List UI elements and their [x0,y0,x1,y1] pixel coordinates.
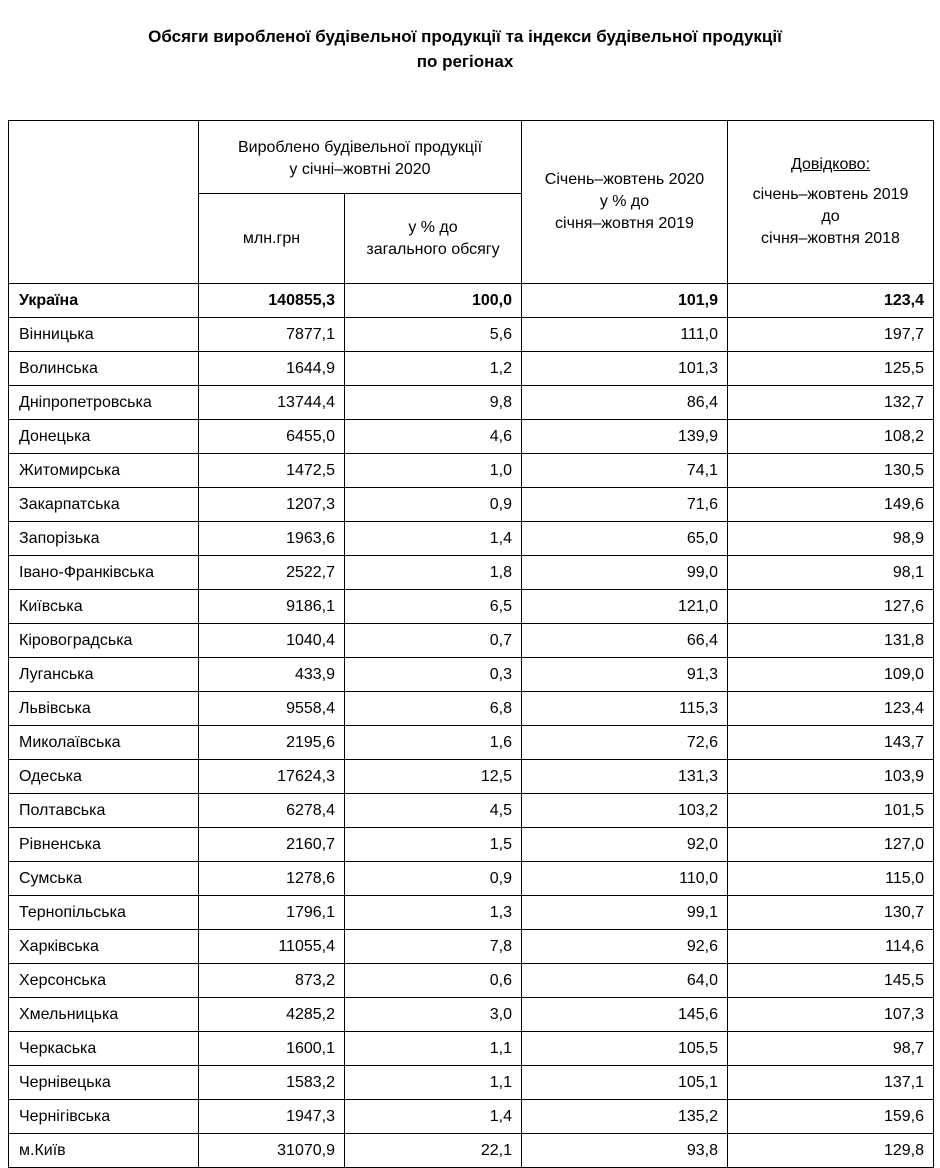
reference-line-2: до [821,208,840,225]
volume-mln-cell: 1644,9 [199,352,345,386]
index-2019-cell: 127,6 [728,590,934,624]
volume-mln-cell: 2160,7 [199,828,345,862]
table-row [9,998,934,1032]
index-header-line-2: у % до [599,193,650,210]
region-header-cell [9,121,199,284]
index-2020-cell: 105,5 [522,1032,728,1066]
index-2020-cell: 74,1 [522,454,728,488]
index-2020-cell: 66,4 [522,624,728,658]
table-row [9,1134,934,1168]
table-row [9,522,934,556]
region-cell: Хмельницька [9,998,199,1032]
region-cell: Дніпропетровська [9,386,199,420]
table-row [9,454,934,488]
produced-header [199,121,522,194]
index-2020-cell: 65,0 [522,522,728,556]
share-percent-cell: 0,6 [345,964,522,998]
share-percent-cell: 0,7 [345,624,522,658]
table-row [9,352,934,386]
region-cell: Запорізька [9,522,199,556]
volume-mln-cell: 13744,4 [199,386,345,420]
index-2020-cell: 99,1 [522,896,728,930]
share-percent-cell: 9,8 [345,386,522,420]
table-body [9,284,934,1168]
index-2019-cell: 132,7 [728,386,934,420]
volume-mln-cell: 1963,6 [199,522,345,556]
region-cell: Україна [9,284,199,318]
produced-header-line-1: Вироблено будівельної продукції [237,139,483,156]
index-2020-cell: 105,1 [522,1066,728,1100]
volume-mln-cell: 6278,4 [199,794,345,828]
region-cell: Кіровоградська [9,624,199,658]
produced-header-line-2: у січні–жовтні 2020 [289,161,431,178]
reference-header [728,121,934,284]
region-cell: Волинська [9,352,199,386]
share-percent-cell: 6,8 [345,692,522,726]
mln-uah-label: млн.грн [242,229,301,247]
index-2020-cell: 135,2 [522,1100,728,1134]
index-2020-cell: 71,6 [522,488,728,522]
index-2020-cell: 92,0 [522,828,728,862]
index-2020-cell: 92,6 [522,930,728,964]
share-percent-cell: 1,4 [345,522,522,556]
table-row [9,1032,934,1066]
table-row [9,828,934,862]
table-row [9,692,934,726]
index-2019-cell: 115,0 [728,862,934,896]
index-2020-cell: 115,3 [522,692,728,726]
volume-mln-cell: 1947,3 [199,1100,345,1134]
volume-mln-cell: 433,9 [199,658,345,692]
volume-mln-cell: 1040,4 [199,624,345,658]
region-cell: Херсонська [9,964,199,998]
index-2019-cell: 109,0 [728,658,934,692]
table-row [9,488,934,522]
region-cell: Івано-Франківська [9,556,199,590]
volume-mln-cell: 1278,6 [199,862,345,896]
region-cell: Житомирська [9,454,199,488]
index-2020-cell: 111,0 [522,318,728,352]
table-row [9,556,934,590]
region-cell: Донецька [9,420,199,454]
index-2020-cell: 121,0 [522,590,728,624]
index-2019-cell: 98,9 [728,522,934,556]
index-2020-cell: 145,6 [522,998,728,1032]
volume-mln-cell: 140855,3 [199,284,345,318]
index-2019-cell: 149,6 [728,488,934,522]
volume-mln-cell: 4285,2 [199,998,345,1032]
table-row [9,726,934,760]
table-row [9,896,934,930]
share-percent-cell: 3,0 [345,998,522,1032]
index-2019-cell: 159,6 [728,1100,934,1134]
index-2020-cell: 72,6 [522,726,728,760]
volume-mln-cell: 873,2 [199,964,345,998]
volume-mln-cell: 1472,5 [199,454,345,488]
index-2019-cell: 127,0 [728,828,934,862]
index-header-line-1: Січень–жовтень 2020 [544,171,705,188]
index-2019-cell: 125,5 [728,352,934,386]
index-2020-cell: 101,9 [522,284,728,318]
region-cell: м.Київ [9,1134,199,1168]
volume-mln-cell: 11055,4 [199,930,345,964]
index-2019-cell: 145,5 [728,964,934,998]
index-2020-header [522,121,728,284]
table-row [9,624,934,658]
share-percent-cell: 0,3 [345,658,522,692]
region-cell: Рівненська [9,828,199,862]
table-row [9,658,934,692]
region-cell: Сумська [9,862,199,896]
index-2019-cell: 108,2 [728,420,934,454]
share-percent-cell: 1,1 [345,1066,522,1100]
volume-mln-cell: 6455,0 [199,420,345,454]
share-percent-cell: 1,0 [345,454,522,488]
table-row [9,862,934,896]
index-header-line-3: січня–жовтня 2019 [555,215,694,232]
volume-mln-cell: 1796,1 [199,896,345,930]
index-2020-cell: 93,8 [522,1134,728,1168]
index-2020-cell: 99,0 [522,556,728,590]
index-2019-cell: 98,7 [728,1032,934,1066]
index-2020-cell: 86,4 [522,386,728,420]
percent-share-header [345,194,522,284]
reference-label: Довідково: [790,156,871,173]
share-percent-cell: 7,8 [345,930,522,964]
region-cell: Одеська [9,760,199,794]
region-cell: Миколаївська [9,726,199,760]
index-2019-cell: 114,6 [728,930,934,964]
volume-mln-cell: 9186,1 [199,590,345,624]
index-2020-cell: 103,2 [522,794,728,828]
index-2019-cell: 123,4 [728,692,934,726]
share-percent-cell: 1,4 [345,1100,522,1134]
region-cell: Черкаська [9,1032,199,1066]
page-title [0,24,930,74]
index-2019-cell: 131,8 [728,624,934,658]
region-cell: Закарпатська [9,488,199,522]
index-2020-cell: 101,3 [522,352,728,386]
volume-mln-cell: 2522,7 [199,556,345,590]
index-2019-cell: 130,7 [728,896,934,930]
percent-share-line-2: загального обсягу [366,240,500,258]
share-percent-cell: 1,2 [345,352,522,386]
region-cell: Львівська [9,692,199,726]
share-percent-cell: 1,3 [345,896,522,930]
index-2019-cell: 143,7 [728,726,934,760]
index-2020-cell: 64,0 [522,964,728,998]
volume-mln-cell: 9558,4 [199,692,345,726]
index-2020-cell: 91,3 [522,658,728,692]
index-2019-cell: 101,5 [728,794,934,828]
title-line-2: по регіонах [416,52,514,71]
share-percent-cell: 1,6 [345,726,522,760]
region-cell: Харківська [9,930,199,964]
index-2019-cell: 129,8 [728,1134,934,1168]
share-percent-cell: 0,9 [345,862,522,896]
table-row [9,590,934,624]
percent-share-line-1: у % до [408,218,458,236]
region-cell: Тернопільська [9,896,199,930]
volume-mln-cell: 1583,2 [199,1066,345,1100]
volume-mln-cell: 7877,1 [199,318,345,352]
reference-line-1: січень–жовтень 2019 [752,186,909,203]
region-cell: Чернігівська [9,1100,199,1134]
index-2019-cell: 123,4 [728,284,934,318]
share-percent-cell: 4,5 [345,794,522,828]
share-percent-cell: 1,1 [345,1032,522,1066]
index-2019-cell: 103,9 [728,760,934,794]
table-row [9,386,934,420]
table-header [9,121,934,284]
mln-uah-header [199,194,345,284]
table-row [9,930,934,964]
volume-mln-cell: 1600,1 [199,1032,345,1066]
table-row-total [9,284,934,318]
title-line-1: Обсяги виробленої будівельної продукції та індекси будівельної продукції [148,27,782,46]
index-2020-cell: 131,3 [522,760,728,794]
region-cell: Полтавська [9,794,199,828]
table-row [9,760,934,794]
table-row [9,964,934,998]
share-percent-cell: 22,1 [345,1134,522,1168]
share-percent-cell: 5,6 [345,318,522,352]
volume-mln-cell: 2195,6 [199,726,345,760]
share-percent-cell: 6,5 [345,590,522,624]
region-cell: Вінницька [9,318,199,352]
table-row [9,318,934,352]
region-cell: Чернівецька [9,1066,199,1100]
share-percent-cell: 0,9 [345,488,522,522]
table-row [9,794,934,828]
index-2019-cell: 197,7 [728,318,934,352]
index-2019-cell: 98,1 [728,556,934,590]
index-2020-cell: 139,9 [522,420,728,454]
volume-mln-cell: 17624,3 [199,760,345,794]
region-cell: Київська [9,590,199,624]
reference-line-3: січня–жовтня 2018 [761,230,900,247]
regions-table [8,120,934,1168]
volume-mln-cell: 31070,9 [199,1134,345,1168]
table-row [9,420,934,454]
share-percent-cell: 4,6 [345,420,522,454]
share-percent-cell: 1,8 [345,556,522,590]
share-percent-cell: 12,5 [345,760,522,794]
index-2019-cell: 137,1 [728,1066,934,1100]
table-row [9,1066,934,1100]
index-2019-cell: 130,5 [728,454,934,488]
region-cell: Луганська [9,658,199,692]
table-row [9,1100,934,1134]
share-percent-cell: 100,0 [345,284,522,318]
index-2019-cell: 107,3 [728,998,934,1032]
volume-mln-cell: 1207,3 [199,488,345,522]
index-2020-cell: 110,0 [522,862,728,896]
share-percent-cell: 1,5 [345,828,522,862]
